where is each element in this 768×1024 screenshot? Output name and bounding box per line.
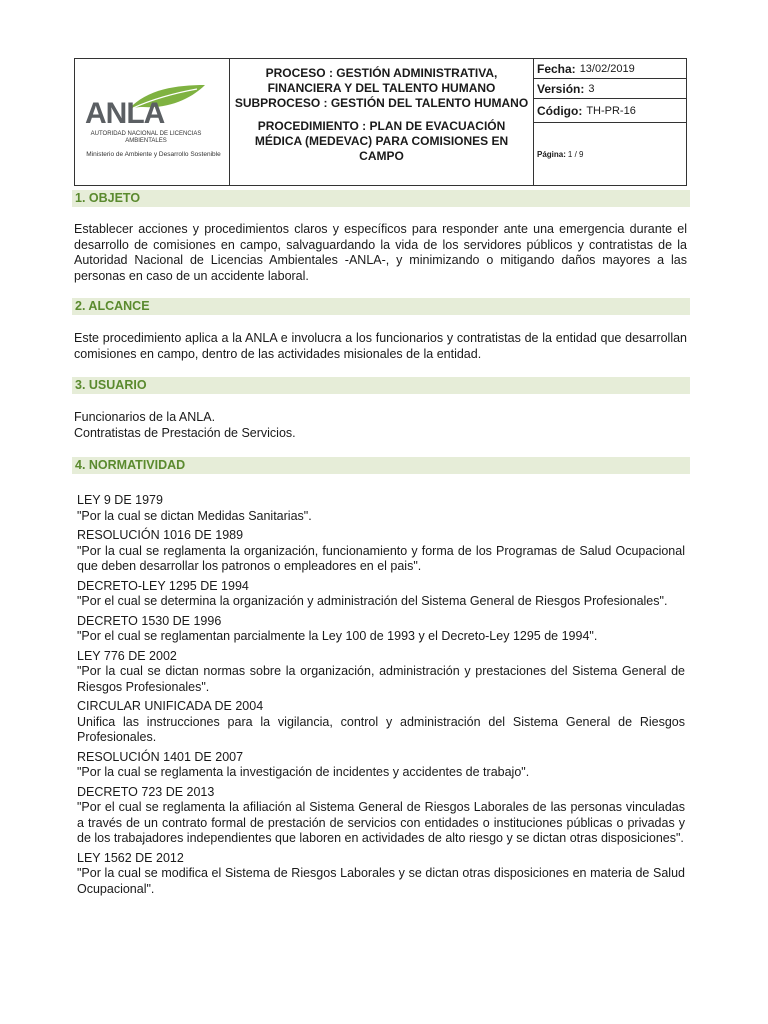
section-alcance-heading: 2. ALCANCE bbox=[72, 298, 690, 315]
pagina-cell bbox=[534, 123, 686, 185]
norm-item bbox=[77, 493, 685, 524]
norm-desc: "Por la cual se reglamenta la investigación de incidentes y accidentes de trabajo". bbox=[77, 765, 530, 779]
pagina-value: 1 / 9 bbox=[567, 149, 584, 159]
alcance-text: Este procedimiento aplica a la ANLA e involucra a los funcionarios y contratistas de la entidad que desarrollan comisiones en campo, dentro de las actividades misionales de la entidad. bbox=[74, 331, 687, 361]
version-cell bbox=[534, 79, 686, 99]
codigo-value: TH-PR-16 bbox=[586, 104, 636, 117]
norm-item bbox=[77, 614, 685, 645]
norm-name: DECRETO 1530 DE 1996 bbox=[77, 613, 222, 628]
norm-desc: Unifica las instrucciones para la vigilancia, control y administración del Sistema General de Riesgos Profesionales. bbox=[77, 714, 685, 744]
norm-desc: "Por el cual se determina la organización y administración del Sistema General de Riesgos Profesionales". bbox=[77, 594, 668, 608]
normatividad-list bbox=[77, 493, 685, 901]
section-objeto-heading: 1. OBJETO bbox=[72, 190, 690, 207]
usuario-list bbox=[74, 410, 687, 441]
norm-item bbox=[77, 750, 685, 781]
norm-desc: "Por la cual se dictan Medidas Sanitarias". bbox=[77, 508, 312, 523]
anla-logo bbox=[75, 59, 230, 185]
usuario-line-1: Funcionarios de la ANLA. bbox=[74, 410, 216, 424]
procedimiento-title: PROCEDIMIENTO : PLAN DE EVACUACIÓN MÉDICA (MEDEVAC) PARA COMISIONES EN CAMPO bbox=[254, 119, 509, 163]
header-meta bbox=[534, 59, 686, 185]
norm-name: DECRETO 723 DE 2013 bbox=[77, 784, 215, 799]
norm-item bbox=[77, 579, 685, 610]
norm-item bbox=[77, 528, 685, 575]
norm-item bbox=[77, 699, 685, 746]
document-header bbox=[74, 58, 687, 186]
norm-name: RESOLUCIÓN 1016 DE 1989 bbox=[77, 528, 244, 542]
norm-desc: "Por la cual se reglamenta la organización, funcionamiento y forma de los Programas de Salud Ocupacional que deben desarrollar los patronos o empleadores en el pais". bbox=[77, 543, 685, 573]
norm-item bbox=[77, 649, 685, 696]
logo-wordmark: ANLA bbox=[85, 97, 165, 130]
proceso-title: PROCESO : GESTIÓN ADMINISTRATIVA, FINANCIERA Y DEL TALENTO HUMANO bbox=[265, 66, 498, 95]
section-usuario-heading: 3. USUARIO bbox=[72, 377, 690, 394]
norm-name: RESOLUCIÓN 1401 DE 2007 bbox=[77, 749, 244, 764]
norm-desc: "Por la cual se dictan normas sobre la organización, administración y prestaciones del Sistema General de Riesgos Profesionales". bbox=[77, 664, 685, 694]
version-label: Versión: bbox=[537, 81, 585, 96]
section-normatividad-heading: 4. NORMATIVIDAD bbox=[72, 457, 690, 474]
norm-name: LEY 1562 DE 2012 bbox=[77, 850, 184, 865]
norm-desc: "Por la cual se modifica el Sistema de Riesgos Laborales y se dictan otras disposiciones en materia de Salud Ocupacional". bbox=[77, 866, 685, 896]
objeto-text: Establecer acciones y procedimientos claros y específicos para responder ante una emergencia durante el desarrollo de comisiones en campo, salvaguardando la vida de los servidores públicos y contratistas de la Autoridad Nacional de Licencias Ambientales -ANLA-, y minimizando o mitigando daños mayores a las personas en caso de un accidente laboral. bbox=[74, 222, 687, 283]
version-value: 3 bbox=[588, 82, 595, 95]
norm-desc: "Por el cual se reglamenta la afiliación al Sistema General de Riesgos Laborales de las personas vinculadas a través de un contrato formal de prestación de servicios con entidades o instituciones públicas o privadas y de los trabajadores independientes que laboren en actividades de alto riesgo y se dictan otras disposiciones". bbox=[77, 800, 685, 845]
header-process-info bbox=[230, 59, 534, 185]
norm-name: LEY 9 DE 1979 bbox=[77, 493, 163, 507]
norm-name: CIRCULAR UNIFICADA DE 2004 bbox=[77, 699, 264, 713]
norm-desc: "Por el cual se reglamentan parcialmente la Ley 100 de 1993 y el Decreto-Ley 1295 de 1994". bbox=[77, 629, 598, 643]
fecha-value: 13/02/2019 bbox=[579, 62, 635, 75]
ministry-label: Ministerio de Ambiente y Desarrollo Sostenible bbox=[86, 151, 221, 158]
norm-name: LEY 776 DE 2002 bbox=[77, 648, 177, 663]
codigo-cell bbox=[534, 99, 686, 123]
norm-item bbox=[77, 851, 685, 898]
norm-item bbox=[77, 785, 685, 847]
fecha-label: Fecha: bbox=[537, 61, 576, 76]
codigo-label: Código: bbox=[537, 103, 583, 118]
norm-name: DECRETO-LEY 1295 DE 1994 bbox=[77, 578, 249, 593]
fecha-cell bbox=[534, 59, 686, 79]
subproceso-title: SUBPROCESO : GESTIÓN DEL TALENTO HUMANO bbox=[234, 96, 529, 110]
usuario-line-2: Contratistas de Prestación de Servicios. bbox=[74, 425, 296, 440]
pagina-label: Página: bbox=[537, 149, 566, 159]
logo-subtitle: AUTORIDAD NACIONAL DE LICENCIAS AMBIENTALES bbox=[90, 131, 202, 144]
